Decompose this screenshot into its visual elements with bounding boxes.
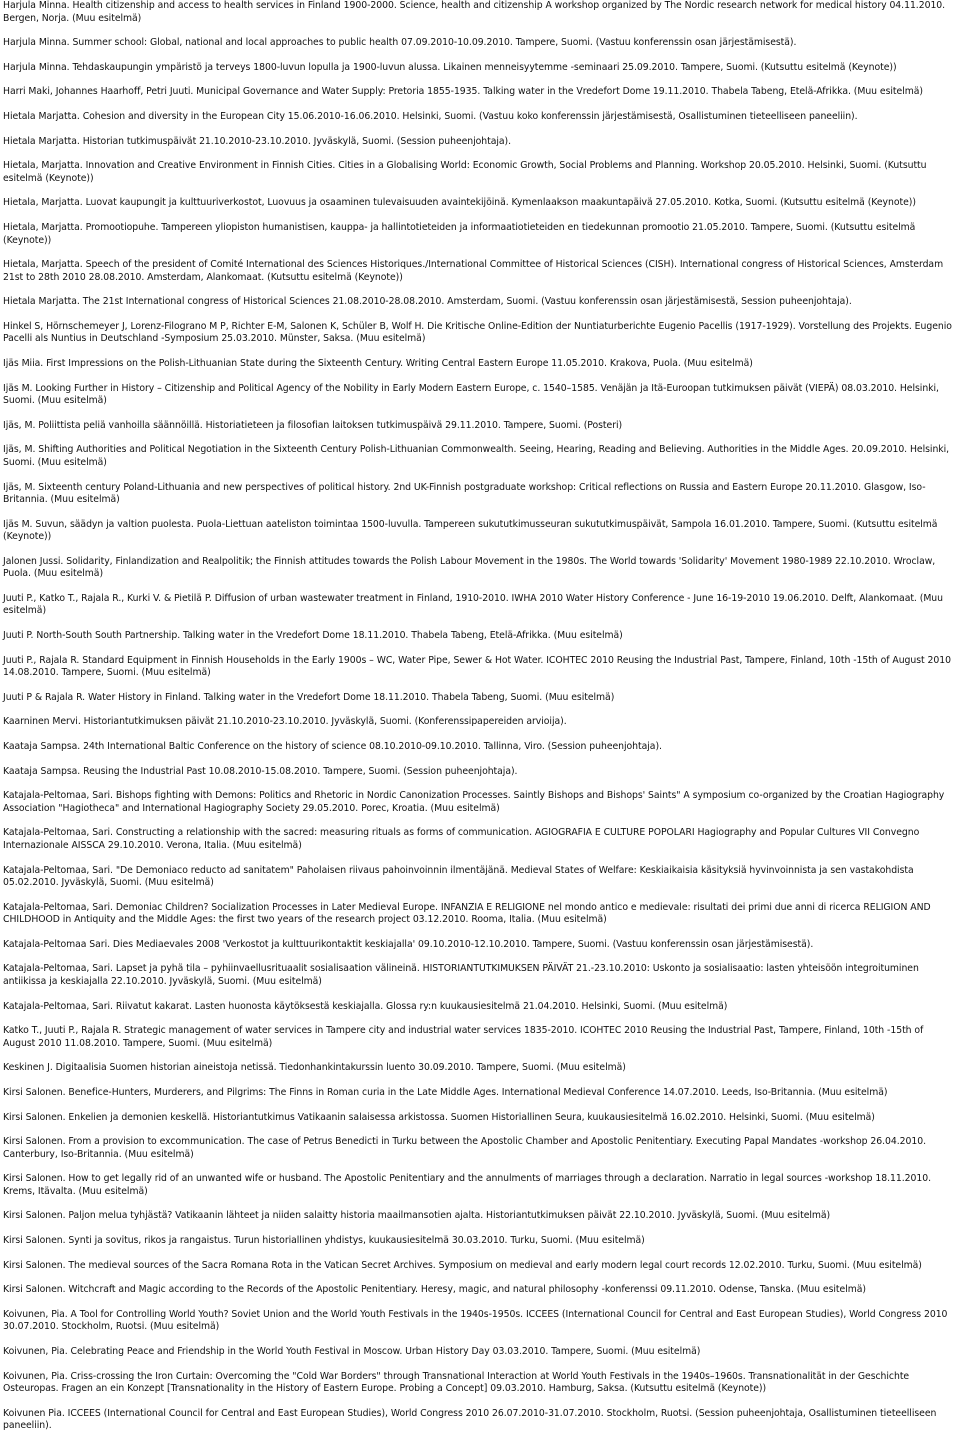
publication-entry: Jalonen Jussi. Solidarity, Finlandization and Realpolitik; the Finnish attitudes towards the Polish Labour Movement in the 1980s. The World towards 'Solidarity' Movement 1980-1989 22.10.2010. Wroclaw, Puola. (Muu esitelmä) — [3, 555, 936, 580]
publication-entry: Kirsi Salonen. From a provision to excommunication. The case of Petrus Benedicti in Turku between the Apostolic Chamber and Apostolic Penitentiary. Executing Papal Mandates -workshop 26.04.2010. Canterbury, Iso-Britannia. (Muu esitelmä) — [3, 1136, 926, 1160]
publication-entry: Katko T., Juuti P., Rajala R. Strategic management of water services in Tampere city and industrial water services 1835-2010. ICOHTEC 2010 Reusing the Industrial Past, Tampere, Finland, 10th -15th of August 2010 11.08.2010. Tampere, Suomi. (Muu esitelmä) — [3, 1025, 924, 1049]
publication-entry: Harjula Minna. Summer school: Global, national and local approaches to public health 07.09.2010-10.09.2010. Tampere, Suomi. (Vastuu konferenssin osan järjestämisestä). — [3, 37, 797, 49]
publication-entry: Koivunen, Pia. A Tool for Controlling World Youth? Soviet Union and the World Youth Festivals in the 1940s-1950s. ICCEES (International Council for Central and East European Studies), World Congress 2010 30.07.2010. Stockholm, Ruotsi. (Muu esitelmä) — [3, 1308, 948, 1333]
publication-entry: Katajala-Peltomaa, Sari. "De Demoniaco reducto ad sanitatem" Paholaisen riivaus pahoinvoinnin ilmentäjänä. Medieval States of Welfare: Keskiaikaisia käsityksiä hyvinvoinnista ja sen vastakohdista 05.02.2010. Jyväskylä, Suomi. (Muu esitelmä) — [3, 864, 914, 888]
publication-entry: Harjula Minna. Tehdaskaupungin ympäristö ja terveys 1800-luvun lopulla ja 1900-luvun alussa. Likainen menneisyytemme -seminaari 25.09.2010. Tampere, Suomi. (Kutsuttu esitelmä (Keynote)) — [3, 61, 897, 73]
publication-entry: Hietala Marjatta. Historian tutkimuspäivät 21.10.2010-23.10.2010. Jyväskylä, Suomi. (Session puheenjohtaja). — [3, 135, 512, 147]
publication-entry: Juuti P & Rajala R. Water History in Finland. Talking water in the Vredefort Dome 18.11.2010. Thabela Tabeng, Suomi. (Muu esitelmä) — [3, 691, 615, 703]
publication-entry: Kaataja Sampsa. Reusing the Industrial Past 10.08.2010-15.08.2010. Tampere, Suomi. (Session puheenjohtaja). — [3, 765, 518, 777]
publication-entry: Ijäs Miia. First Impressions on the Polish-Lithuanian State during the Sixteenth Century. Writing Central Eastern Europe 11.05.2010. Krakova, Puola. (Muu esitelmä) — [3, 358, 753, 369]
publication-entry: Hietala Marjatta. The 21st International congress of Historical Sciences 21.08.2010-28.08.2010. Amsterdam, Suomi. (Vastuu konferenssin osan järjestämisestä, Session puheenjohtaja). — [3, 296, 852, 308]
publication-entry: Juuti P. North-South South Partnership. Talking water in the Vredefort Dome 18.11.2010. Thabela Tabeng, Etelä-Afrikka. (Muu esitelmä) — [3, 630, 623, 641]
publication-entry: Katajala-Peltomaa, Sari. Lapset ja pyhä tila – pyhiinvaellusrituaalit sosialisaation välineinä. HISTORIANTUTKIMUKSEN PÄIVÄT 21.-23.10.2010: Uskonto ja sosialisaatio: lasten yhteisöön integroituminen antiikissa ja keskiajalla 22.10.2010. Jyväskylä, Suomi. (Muu esitelmä) — [3, 963, 919, 987]
publication-entry: Kaataja Sampsa. 24th International Baltic Conference on the history of science 08.10.2010-09.10.2010. Tallinna, Viro. (Session puheenjohtaja). — [3, 741, 662, 752]
publication-entry: Juuti P., Rajala R. Standard Equipment in Finnish Households in the Early 1900s – WC, Water Pipe, Sewer & Hot Water. ICOHTEC 2010 Reusing the Industrial Past, Tampere, Finland, 10th -15th of August 2010 14.08.2010. Tampere, Suomi. (Muu esitelmä) — [3, 654, 951, 679]
publication-entry: Hietala, Marjatta. Speech of the president of Comité International des Sciences Historiques./International Committee of Historical Sciences (CISH). International congress of Historical Sciences, Amsterdam 21st to 28th 2010 28.08.2010. Amsterdam, Alankomaat. (Kutsuttu esitelmä (Keynote)) — [3, 259, 944, 283]
publication-entry: Ijäs M. Suvun, säädyn ja valtion puolesta. Puola-Liettuan aateliston toimintaa 1500-luvulla. Tampereen sukututkimusseuran sukututkimuspäivät, Sampola 16.01.2010. Tampere, Suomi. (Kutsuttu esitelmä (Keynote)) — [3, 518, 938, 543]
publication-entry: Ijäs M. Looking Further in History – Citizenship and Political Agency of the Nobility in Early Modern Eastern Europe, c. 1540–1585. Venäjän ja Itä-Euroopan tutkimuksen päivät (VIEPÄ) 08.03.2010. Helsinki, Suomi. (Muu esitelmä) — [3, 382, 939, 407]
publication-entry: Kirsi Salonen. How to get legally rid of an unwanted wife or husband. The Apostolic Penitentiary and the annulments of marriages through a declaration. Narratio in legal sources -workshop 18.11.2010. Krems, Itävalta. (Muu esitelmä) — [3, 1173, 932, 1197]
publication-entry: Koivunen Pia. ICCEES (International Council for Central and East European Studies), World Congress 2010 26.07.2010-31.07.2010. Stockholm, Ruotsi. (Session puheenjohtaja, Osallistuminen tieteelliseen paneeliin). — [3, 1407, 937, 1432]
publication-entry: Kirsi Salonen. Synti ja sovitus, rikos ja rangaistus. Turun historiallinen yhdistys, kuukausiesitelmä 30.03.2010. Turku, Suomi. (Muu esitelmä) — [3, 1235, 645, 1246]
publication-entry: Kirsi Salonen. Enkelien ja demonien keskellä. Historiantutkimus Vatikaanin salaisessa arkistossa. Suomen Historiallinen Seura, kuukausiesitelmä 16.02.2010. Helsinki, Suomi. (Muu esitelmä) — [3, 1111, 875, 1123]
publication-entry: Katajala-Peltomaa, Sari. Bishops fighting with Demons: Politics and Rhetoric in Nordic Canonization Processes. Saintly Bishops and Bishops' Saints" A symposium co-organized by the Croatian Hagiography Association "Hagiotheca" and International Hagiography Society 29.05.2010. Porec, Kroatia. (Muu esitelmä) — [3, 790, 945, 814]
publication-entry: Hietala Marjatta. Cohesion and diversity in the European City 15.06.2010-16.06.2010. Helsinki, Suomi. (Vastuu koko konferenssin järjestämisestä, Osallistuminen tieteelliseen paneeliin). — [3, 111, 858, 122]
publication-entry: Kirsi Salonen. Witchcraft and Magic according to the Records of the Apostolic Penitentiary. Heresy, magic, and natural philosophy -konferenssi 09.11.2010. Odense, Tanska. (Muu esitelmä) — [3, 1284, 866, 1296]
publication-entry: Harjula Minna. Health citizenship and access to health services in Finland 1900-2000. Science, health and citizenship A workshop organized by The Nordic research network for medical history 04.11.2010. Bergen, Norja. (Muu esitelmä) — [3, 0, 946, 24]
publication-entry: Juuti P., Katko T., Rajala R., Kurki V. & Pietilä P. Diffusion of urban wastewater treatment in Finland, 1910-2010. IWHA 2010 Water History Conference - June 16-19-2010 19.06.2010. Delft, Alankomaat. (Muu esitelmä) — [3, 592, 943, 617]
publication-entry: Ijäs, M. Poliittista peliä vanhoilla säännöillä. Historiatieteen ja filosofian laitoksen tutkimuspäivä 29.11.2010. Tampere, Suomi. (Posteri) — [3, 419, 623, 431]
publication-entry: Keskinen J. Digitaalisia Suomen historian aineistoja netissä. Tiedonhankintakurssin luento 30.09.2010. Tampere, Suomi. (Muu esitelmä) — [3, 1062, 626, 1074]
publication-entry: Katajala-Peltomaa Sari. Dies Mediaevales 2008 'Verkostot ja kulttuurikontaktit keskiajalla' 09.10.2010-12.10.2010. Tampere, Suomi. (Vastuu konferenssin osan järjestämisestä). — [3, 938, 814, 950]
publication-entry: Hietala, Marjatta. Innovation and Creative Environment in Finnish Cities. Cities in a Globalising World: Economic Growth, Social Problems and Planning. Workshop 20.05.2010. Helsinki, Suomi. (Kutsuttu esitelmä (Keynote)) — [3, 160, 927, 184]
publication-entry: Ijäs, M. Shifting Authorities and Political Negotiation in the Sixteenth Century Polish-Lithuanian Commonwealth. Seeing, Hearing, Reading and Believing. Authorities in the Middle Ages. 20.09.2010. Helsinki, Suomi. (Muu esitelmä) — [3, 444, 950, 468]
publication-entry: Kirsi Salonen. Benefice-Hunters, Murderers, and Pilgrims: The Finns in Roman curia in the Late Middle Ages. International Medieval Conference 14.07.2010. Leeds, Iso-Britannia. (Muu esitelmä) — [3, 1086, 888, 1098]
publication-entry: Harri Maki, Johannes Haarhoff, Petri Juuti. Municipal Governance and Water Supply: Pretoria 1855-1935. Talking water in the Vredefort Dome 19.11.2010. Thabela Tabeng, Etelä-Afrikka. (Muu esitelmä) — [3, 86, 923, 98]
publication-entry: Katajala-Peltomaa, Sari. Riivatut kakarat. Lasten huonosta käytöksestä keskiajalla. Glossa ry:n kuukausiesitelmä 21.04.2010. Helsinki, Suomi. (Muu esitelmä) — [3, 1000, 728, 1012]
publication-entry: Hinkel S, Hörnschemeyer J, Lorenz-Filograno M P, Richter E-M, Salonen K, Schüler B, Wolf H. Die Kritische Online-Edition der Nuntiaturberichte Eugenio Pacellis (1917-1929). Vorstellung des Projekts. Eugenio Pacelli als Nuntius in Deutschland -Symposium 25.03.2010. Münster, Saksa. (Muu esitelmä) — [3, 320, 952, 345]
publication-entry: Katajala-Peltomaa, Sari. Constructing a relationship with the sacred: measuring rituals as forms of communication. AGIOGRAFIA E CULTURE POPOLARI Hagiography and Popular Cultures VII Convegno Internazionale AISSCA 29.10.2010. Verona, Italia. (Muu esitelmä) — [3, 827, 920, 851]
publication-entry: Kirsi Salonen. Paljon melua tyhjästä? Vatikaanin lähteet ja niiden salaitty historia maailmansotien ajalta. Historiantutkimuksen päivät 22.10.2010. Jyväskylä, Suomi. (Muu esitelmä) — [3, 1210, 831, 1222]
publication-entry: Hietala, Marjatta. Promootiopuhe. Tampereen yliopiston humanistisen, kauppa- ja hallintotieteiden ja informaatiotieteiden en tiedekunnan promootio 21.05.2010. Tampere, Suomi. (Kutsuttu esitelmä (Keynote)) — [3, 222, 916, 246]
publication-entry: Kaarninen Mervi. Historiantutkimuksen päivät 21.10.2010-23.10.2010. Jyväskylä, Suomi. (Konferenssipapereiden arvioija). — [3, 716, 567, 728]
publication-entry: Katajala-Peltomaa, Sari. Demoniac Children? Socialization Processes in Later Medieval Europe. INFANZIA E RELIGIONE nel mondo antico e medievale: risultati dei primi due anni di ricerca RELIGION AND CHILDHOOD in Antiquity and the Middle Ages: the first two years of the research project 03.12.2010. Rooma, Italia. (Muu esitelmä) — [3, 901, 931, 926]
publication-entry: Ijäs, M. Sixteenth century Poland-Lithuania and new perspectives of political history. 2nd UK-Finnish postgraduate workshop: Critical reflections on Russia and Eastern Europe 20.11.2010. Glasgow, Iso-Britannia. (Muu esitelmä) — [3, 481, 926, 505]
publication-entry: Koivunen, Pia. Celebrating Peace and Friendship in the World Youth Festival in Moscow. Urban History Day 03.03.2010. Tampere, Suomi. (Muu esitelmä) — [3, 1346, 701, 1357]
publication-entry: Kirsi Salonen. The medieval sources of the Sacra Romana Rota in the Vatican Secret Archives. Symposium on medieval and early modern legal court records 12.02.2010. Turku, Suomi. (Muu esitelmä) — [3, 1259, 922, 1271]
publication-entry: Hietala, Marjatta. Luovat kaupungit ja kulttuuriverkostot, Luovuus ja osaaminen tulevaisuuden avaintekijöinä. Kymenlaakson maakuntapäivä 27.05.2010. Kotka, Suomi. (Kutsuttu esitelmä (Keynote)) — [3, 197, 916, 209]
publication-entry: Koivunen, Pia. Criss-crossing the Iron Curtain: Overcoming the "Cold War Borders" through Transnational Interaction at World Youth Festivals in the 1940s–1960s. Transnationalität in der Geschichte Osteuropas. Fragen an ein Konzept [Transnationality in the History of Eastern Europe. Probing a Concept] 09.03.2010. Hamburg, Saksa. (Kutsuttu esitelmä (Keynote)) — [3, 1370, 910, 1395]
